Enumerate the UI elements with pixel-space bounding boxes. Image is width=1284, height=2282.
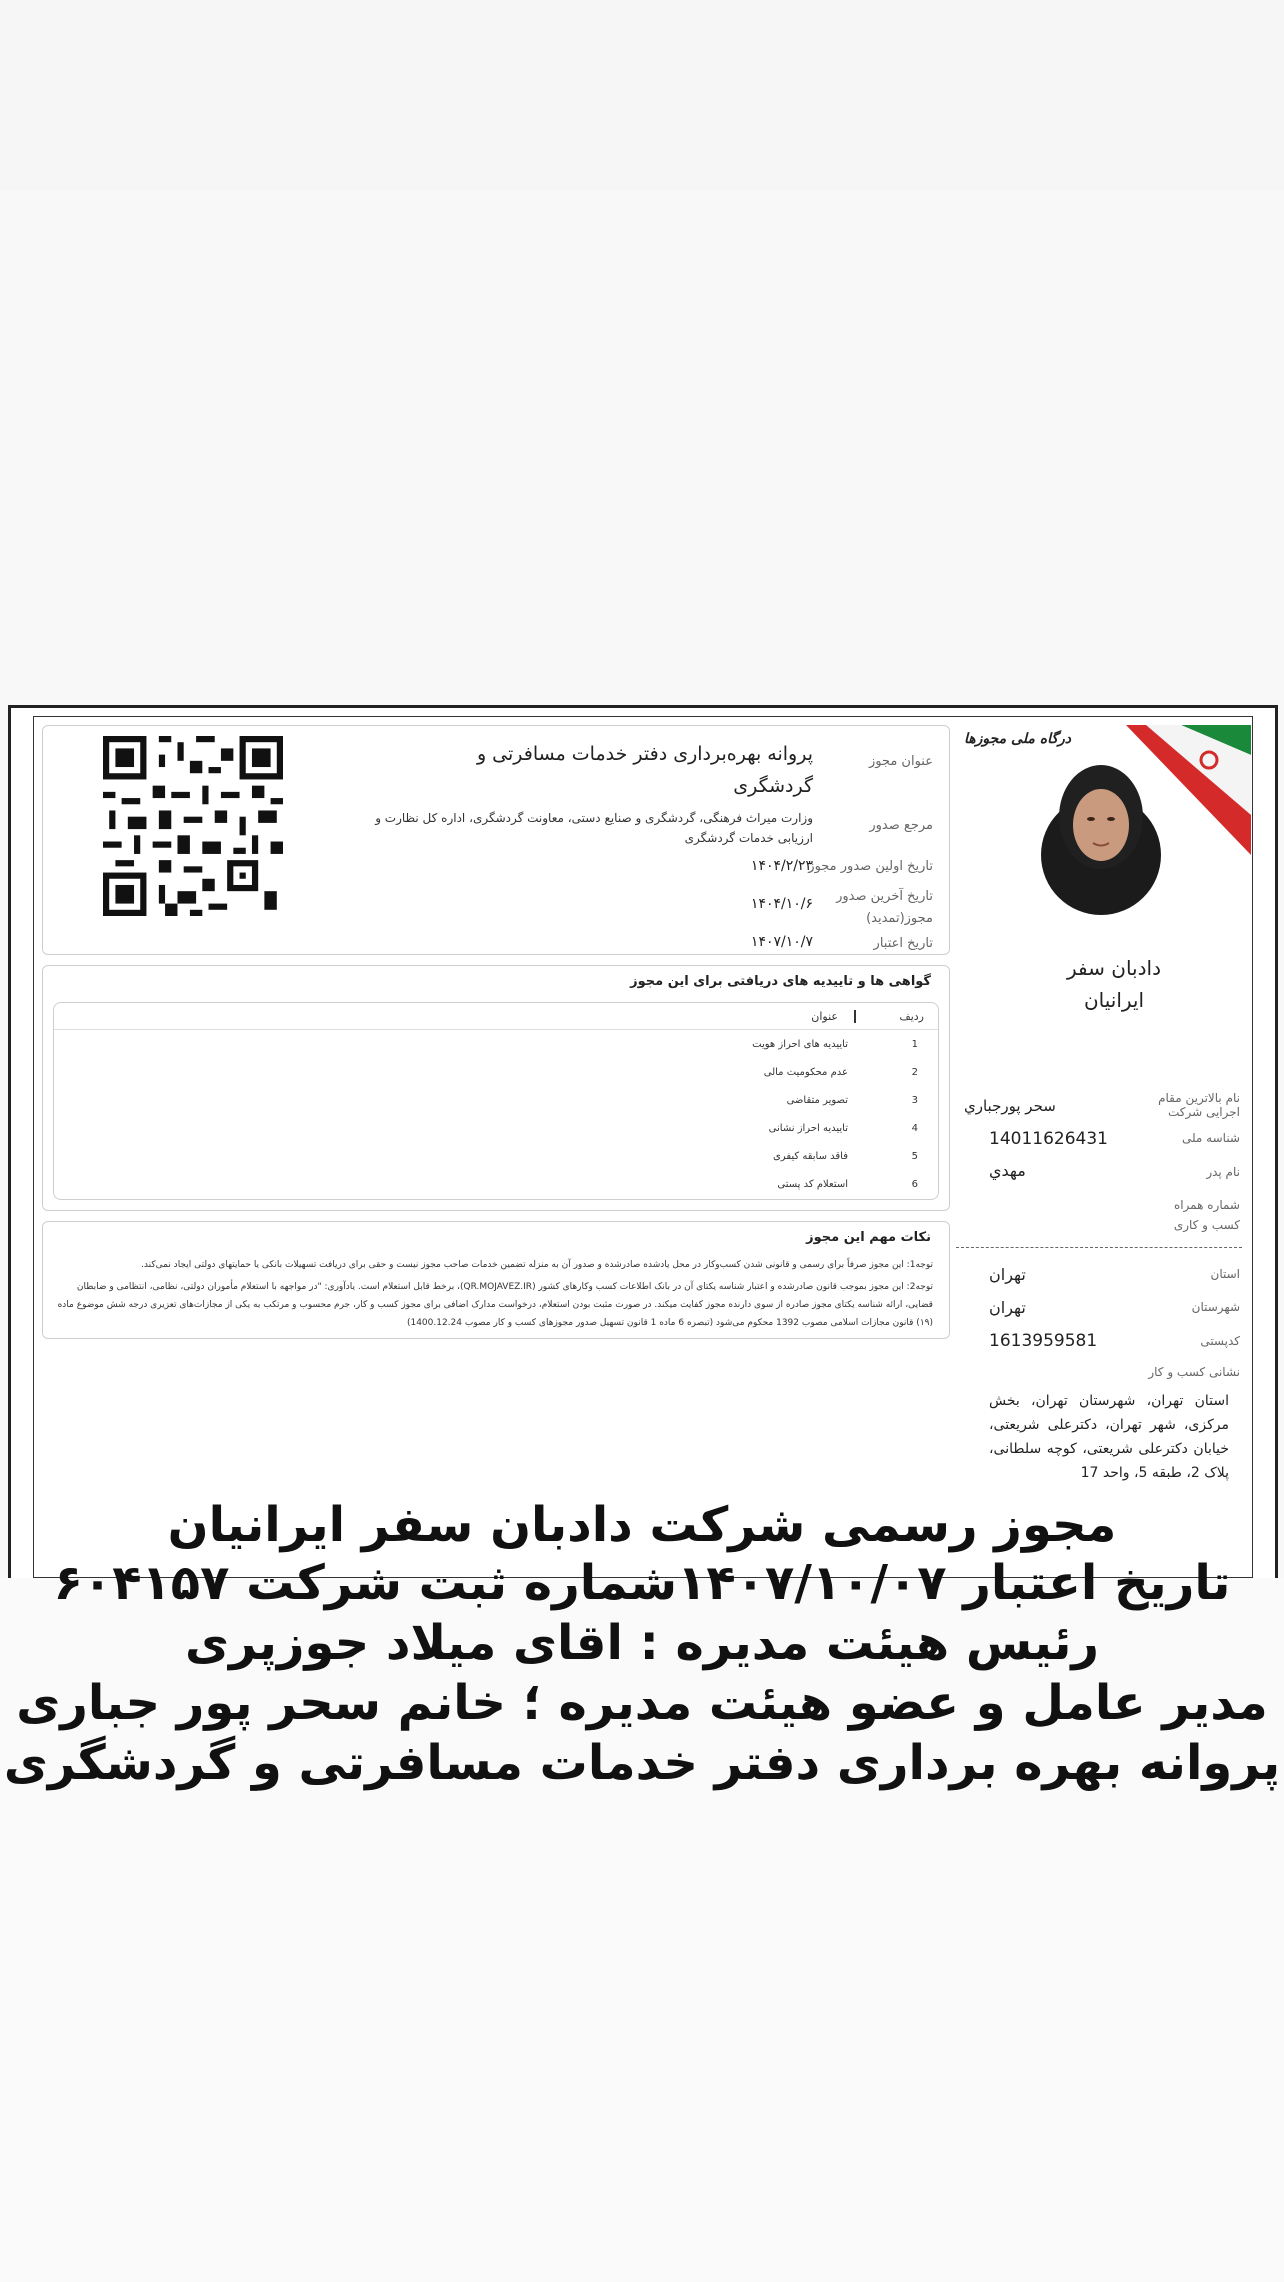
notes-card — [42, 1221, 950, 1339]
business-address: استان تهران، شهرستان تهران، بخش مرکزی، شهر تهران، دکترعلی شریعتی، خیابان دکترعلی شریعتی، کوچه سلطانی، پلاک 2، طبقه 5، واحد 17 — [989, 1393, 1229, 1481]
notes-heading: نکات مهم این مجوز — [806, 1230, 931, 1245]
field-label-mobile: شماره همراه کسب و کاری — [1173, 1198, 1240, 1232]
certificates-card — [42, 965, 950, 1211]
certificates-table — [53, 1002, 939, 1200]
portal-logo: درگاه ملی مجوزها — [964, 731, 1071, 747]
notes-body — [55, 1256, 933, 1336]
field-label-county: شهرستان — [1191, 1300, 1240, 1314]
field-label-father: نام پدر — [1206, 1165, 1240, 1179]
field-label-province: استان — [1210, 1267, 1240, 1281]
field-value-father: مهدي — [989, 1161, 1026, 1180]
table-row: 6 استعلام کد پستی — [777, 1178, 918, 1190]
table-row: 4 تاییدیه احراز نشانی — [768, 1122, 918, 1134]
holder-name: دادبان سفر ایرانیان — [1067, 956, 1161, 1012]
validity-date: ۱۴۰۷/۱۰/۷ — [750, 934, 813, 950]
first-issue-date: ۱۴۰۴/۲/۲۳ — [750, 858, 813, 874]
label-license-title: عنوان مجوز — [868, 754, 933, 769]
note-2: توجه2: این مجوز بموجب قانون صادرشده و اعتبار شناسه یکتای آن در بانک اطلاعات کسب وکارهای کشور (QR.MOJAVEZ.IR)، برخط قابل استعلام است. یادآوری: "در مواجهه با استعلام مأموران دولتی، نظامی، انتظامی و ضابطان قضایی، ارائه شناسه یکتای مجوز صادره از سوی دارنده مجوز کفایت میکند. در صورت مثبت بودن استعلام، درخواست مدارک اضافی برای مجوز کسب و کار، جرم محسوب و مرتکب به یکی از مجازات‌های تعزیری درجه شش موضوع ماده (۱۹) قانون مجازات اسلامی مصوب 1392 محکوم می‌شود (تبصره 6 ماده 1 قانون تسهیل صدور مجوزهای کسب و کار مصوب 1400.12.24) — [57, 1282, 933, 1328]
table-row: 1 تاییدیه های احراز هویت — [752, 1038, 918, 1050]
certificates-heading: گواهی ها و تاییدیه های دریافتی برای این مجوز — [630, 974, 931, 989]
field-value-county: تهران — [989, 1298, 1026, 1317]
table-header — [54, 1003, 938, 1030]
license-document — [33, 716, 1253, 1578]
col-title-header: عنوان — [805, 1010, 856, 1023]
label-first-issue: تاریخ اولین صدور مجوز — [808, 859, 933, 874]
dashed-divider — [956, 1247, 1242, 1248]
note-1: توجه1: این مجوز صرفاً برای رسمی و قانونی شدن کسب‌وکار در محل یادشده صادرشده و صدور آن به منزله تضمین خدمات صاحب مجوز نیست و حقی برای دریافت تسهیلات بانکی یا حمایتهای دولتی ایجاد نمی‌کند. — [141, 1260, 933, 1270]
label-validity: تاریخ اعتبار — [873, 936, 933, 951]
license-document-photo — [8, 705, 1278, 1578]
issuer: وزارت میراث فرهنگی، گردشگری و صنایع دستی، معاونت گردشگری، اداره کل نظارت و ارزیابی خدمات گردشگری — [375, 811, 813, 845]
license-title: پروانه بهره‌برداری دفتر خدمات مسافرتی و گردشگری — [476, 743, 813, 797]
caption-line-4: مدیر عامل و عضو هیئت مدیره ؛ خانم سحر پور جباری — [16, 1675, 1268, 1731]
table-row: 5 فاقد سابقه کیفری — [772, 1150, 918, 1162]
caption-line-3: رئیس هیئت مدیره : اقای میلاد جوزپری — [185, 1615, 1099, 1671]
caption-line-1: مجوز رسمی شرکت دادبان سفر ایرانیان — [167, 1497, 1117, 1553]
last-issue-date: ۱۴۰۴/۱۰/۶ — [750, 896, 813, 912]
license-info-card — [42, 725, 950, 955]
field-value-postal-code: 1613959581 — [989, 1331, 1098, 1351]
label-issuer: مرجع صدور — [869, 818, 933, 833]
field-label-postal-code: کدپستی — [1200, 1334, 1240, 1348]
caption-line-2: تاریخ اعتبار ۱۴۰۷/۱۰/۰۷شماره ثبت شرکت ۶۰۴۱۵۷ — [53, 1555, 1231, 1611]
table-row: 3 تصویر متقاضی — [786, 1094, 918, 1106]
table-row: 2 عدم محکومیت مالی — [763, 1066, 918, 1078]
field-label-ceo: نام بالاترین مقام اجرایی شرکت — [1158, 1091, 1240, 1119]
qr-code — [103, 736, 283, 916]
field-label-business-address: نشانی کسب و کار — [1148, 1365, 1240, 1379]
label-last-issue: تاریخ آخرین صدور مجوز(تمدید) — [836, 889, 933, 926]
field-value-province: تهران — [989, 1265, 1026, 1284]
col-row-header: ردیف — [899, 1009, 924, 1023]
caption-line-5: پروانه بهره برداری دفتر خدمات مسافرتی و گردشگری — [3, 1735, 1281, 1791]
field-value-national-id: 14011626431 — [989, 1129, 1108, 1149]
field-value-ceo: سحر پورجباري — [964, 1097, 1056, 1115]
holder-photo — [1039, 755, 1164, 915]
field-label-national-id: شناسه ملی — [1181, 1131, 1240, 1145]
top-background — [0, 0, 1284, 190]
